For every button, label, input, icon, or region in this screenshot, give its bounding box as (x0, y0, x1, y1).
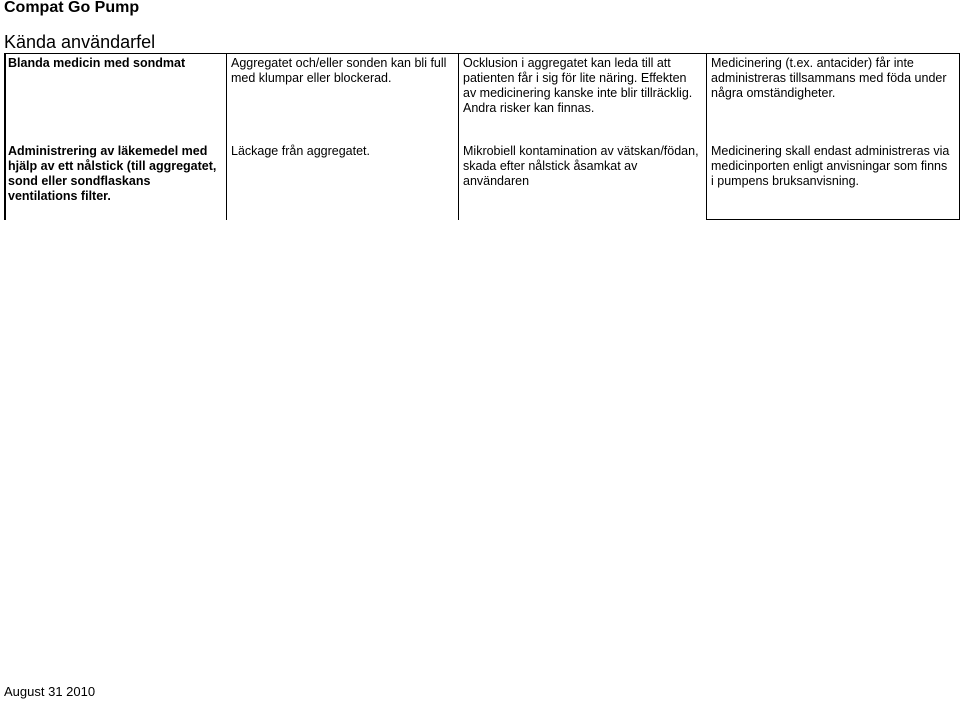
table-row (4, 142, 960, 220)
cause-cell: Läckage från aggregatet. (226, 142, 458, 220)
user-error-table (4, 54, 960, 220)
mitigation-cell: Medicinering skall endast administreras via medicinporten enligt anvisningar som finns i pumpens bruksanvisning. (706, 142, 960, 220)
table-row (4, 54, 960, 142)
document-title: Compat Go Pump (4, 0, 140, 16)
consequence-cell: Ocklusion i aggregatet kan leda till att patienten får i sig för lite näring. Effekten av medicinering kanske inte blir tillräcklig. Andra risker kan finnas. (458, 54, 706, 142)
footer-date: August 31 2010 (4, 684, 96, 699)
mitigation-cell: Medicinering (t.ex. antacider) får inte administreras tillsammans med föda under några omständigheter. (706, 54, 960, 142)
consequence-cell: Mikrobiell kontamination av vätskan/födan, skada efter nålstick åsamkat av användaren (458, 142, 706, 220)
cause-cell: Aggregatet och/eller sonden kan bli full med klumpar eller blockerad. (226, 54, 458, 142)
error-cell: Administrering av läkemedel med hjälp av ett nålstick (till aggregatet, sond eller sondflaskans ventilations filter. (4, 142, 226, 220)
error-cell: Blanda medicin med sondmat (4, 54, 226, 142)
section-heading: Kända användarfel (4, 32, 156, 52)
